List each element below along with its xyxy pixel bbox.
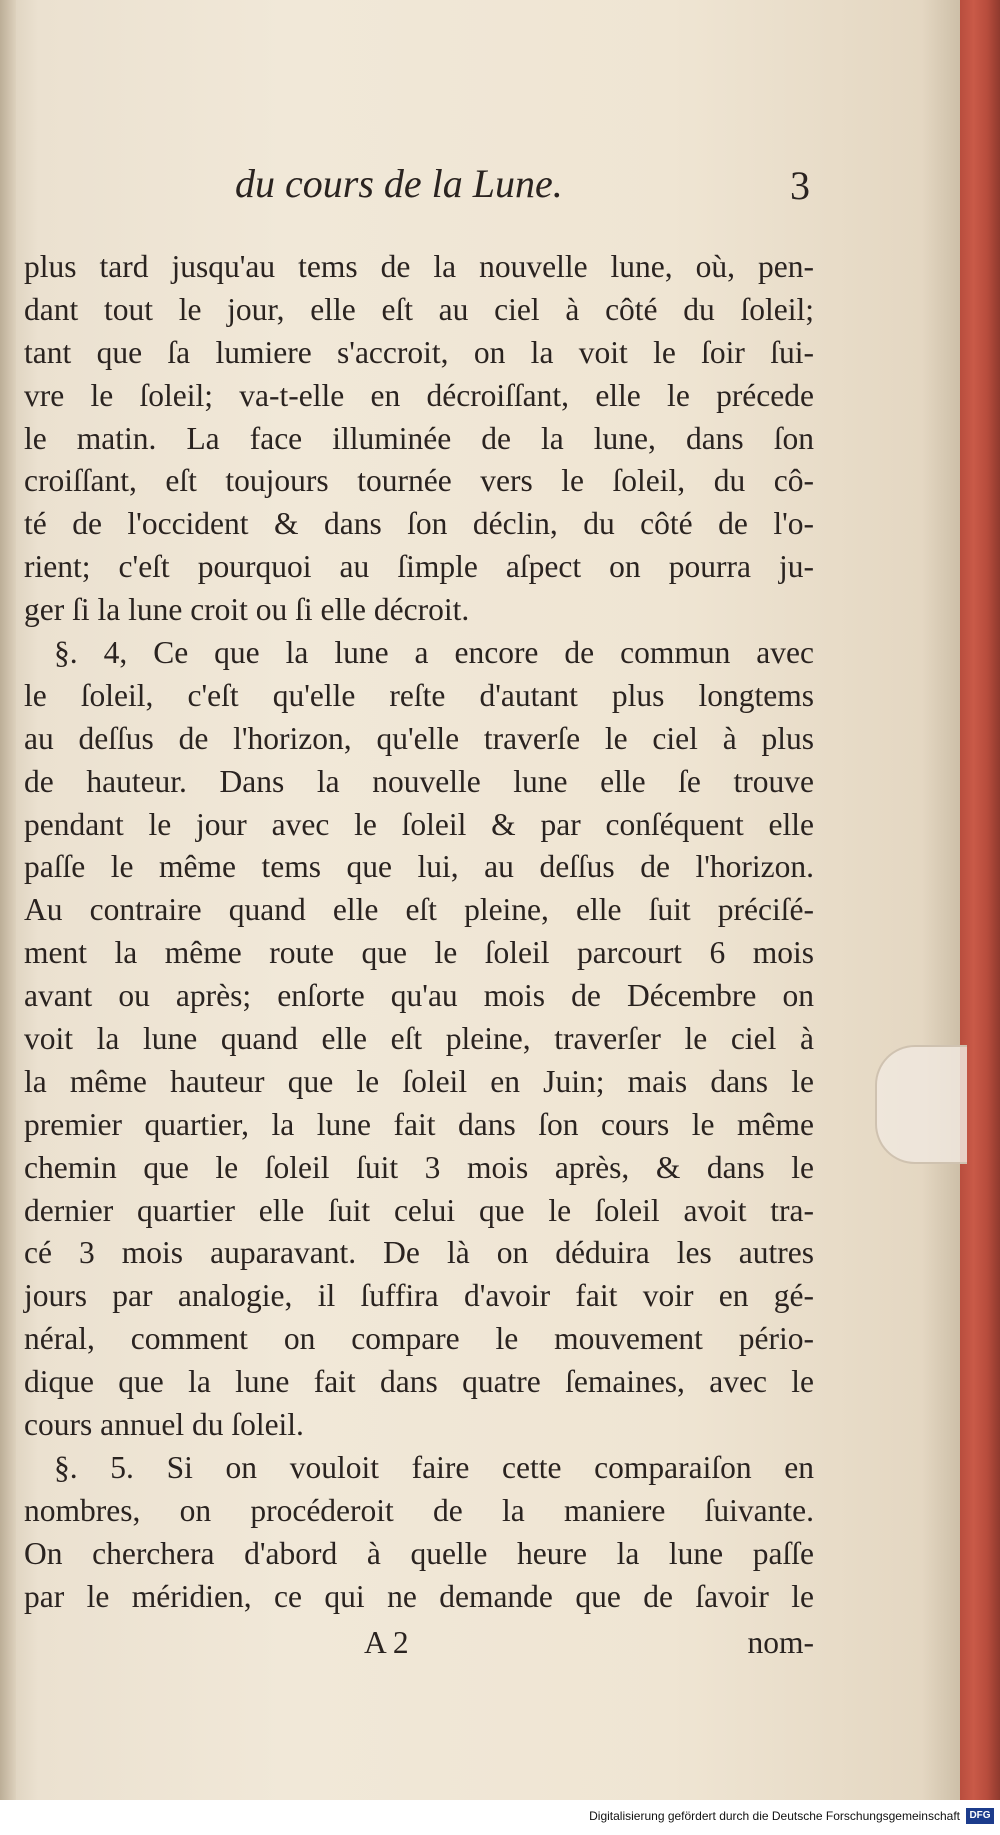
text-line: plus tard jusqu'au tems de la nouvelle lune, où, pen- bbox=[24, 249, 814, 284]
text-line: de hauteur. Dans la nouvelle lune elle ſe trouve bbox=[24, 763, 814, 799]
text-line: au deſſus de l'horizon, qu'elle traverſe le ciel à plus bbox=[24, 720, 814, 756]
text-line: dernier quartier elle ſuit celui que le ſoleil avoit tra- bbox=[24, 1192, 814, 1228]
page-fore-edge bbox=[956, 0, 1000, 1800]
text-line: jours par analogie, il ſuffira d'avoir fait voir en gé- bbox=[24, 1278, 814, 1314]
credit-strip bbox=[0, 1800, 1000, 1835]
facing-page-margin-fragments bbox=[0, 240, 16, 584]
text-line: voit la lune quand elle eſt pleine, traverſer le ciel à bbox=[24, 1021, 814, 1057]
text-line: vre le ſoleil; va-t-elle en décroiſſant, elle le précede bbox=[24, 377, 814, 413]
signature-mark: A 2 bbox=[364, 1625, 409, 1660]
text-line: dant tout le jour, elle eſt au ciel à côté du ſoleil; bbox=[24, 291, 814, 327]
page-marker-tab bbox=[875, 1045, 967, 1164]
running-head-title: du cours de la Lune. bbox=[235, 161, 563, 206]
catchword: nom- bbox=[747, 1625, 814, 1660]
text-line: rient; c'eſt pourquoi au ſimple aſpect on pourra ju- bbox=[24, 549, 814, 585]
text-line: avant ou après; enſorte qu'au mois de Décembre on bbox=[24, 978, 814, 1014]
text-line: cé 3 mois auparavant. De là on déduira les autres bbox=[24, 1235, 814, 1271]
text-line: tant que ſa lumiere s'accroit, on la voit le ſoir ſui- bbox=[24, 334, 814, 370]
section-start-line: §. 4, Ce que la lune a encore de commun avec bbox=[54, 635, 814, 671]
text-line: la même hauteur que le ſoleil en Juin; mais dans le bbox=[24, 1063, 814, 1099]
text-line: dique que la lune fait dans quatre ſemaines, avec le bbox=[24, 1364, 814, 1400]
funding-credit: Digitalisierung gefördert durch die Deutsche Forschungsgemeinschaft bbox=[589, 1809, 960, 1823]
text-line: On cherchera d'abord à quelle heure la lune paſſe bbox=[24, 1535, 814, 1571]
text-line: le matin. La face illuminée de la lune, dans ſon bbox=[24, 420, 814, 456]
text-line: premier quartier, la lune fait dans ſon cours le même bbox=[24, 1106, 814, 1142]
text-line: cours annuel du ſoleil. bbox=[24, 1407, 304, 1443]
dfg-logo-icon: DFG bbox=[966, 1808, 994, 1824]
text-line: le ſoleil, c'eſt qu'elle reſte d'autant plus longtems bbox=[24, 677, 814, 713]
text-line: néral, comment on compare le mouvement pério- bbox=[24, 1321, 814, 1357]
text-line: paſſe le même tems que lui, au deſſus de l'horizon. bbox=[24, 849, 814, 885]
text-line: Au contraire quand elle eſt pleine, elle ſuit préciſé- bbox=[24, 892, 814, 928]
text-line: chemin que le ſoleil ſuit 3 mois après, & dans le bbox=[24, 1149, 814, 1185]
text-line: croiſſant, eſt toujours tournée vers le ſoleil, du cô- bbox=[24, 463, 814, 499]
text-line: ger ſi la lune croit ou ſi elle décroit. bbox=[24, 592, 470, 628]
text-line: té de l'occident & dans ſon déclin, du côté de l'o- bbox=[24, 506, 814, 542]
text-line: par le méridien, ce qui ne demande que de ſavoir le bbox=[24, 1578, 814, 1614]
text-line: nombres, on procéderoit de la maniere ſuivante. bbox=[24, 1492, 814, 1528]
section-start-line: §. 5. Si on vouloit faire cette comparaiſon en bbox=[54, 1449, 814, 1485]
text-line: pendant le jour avec le ſoleil & par conſéquent elle bbox=[24, 806, 814, 842]
body-text bbox=[24, 246, 814, 1619]
page-number: 3 bbox=[790, 163, 810, 208]
text-line: ment la même route que le ſoleil parcourt 6 mois bbox=[24, 935, 814, 971]
